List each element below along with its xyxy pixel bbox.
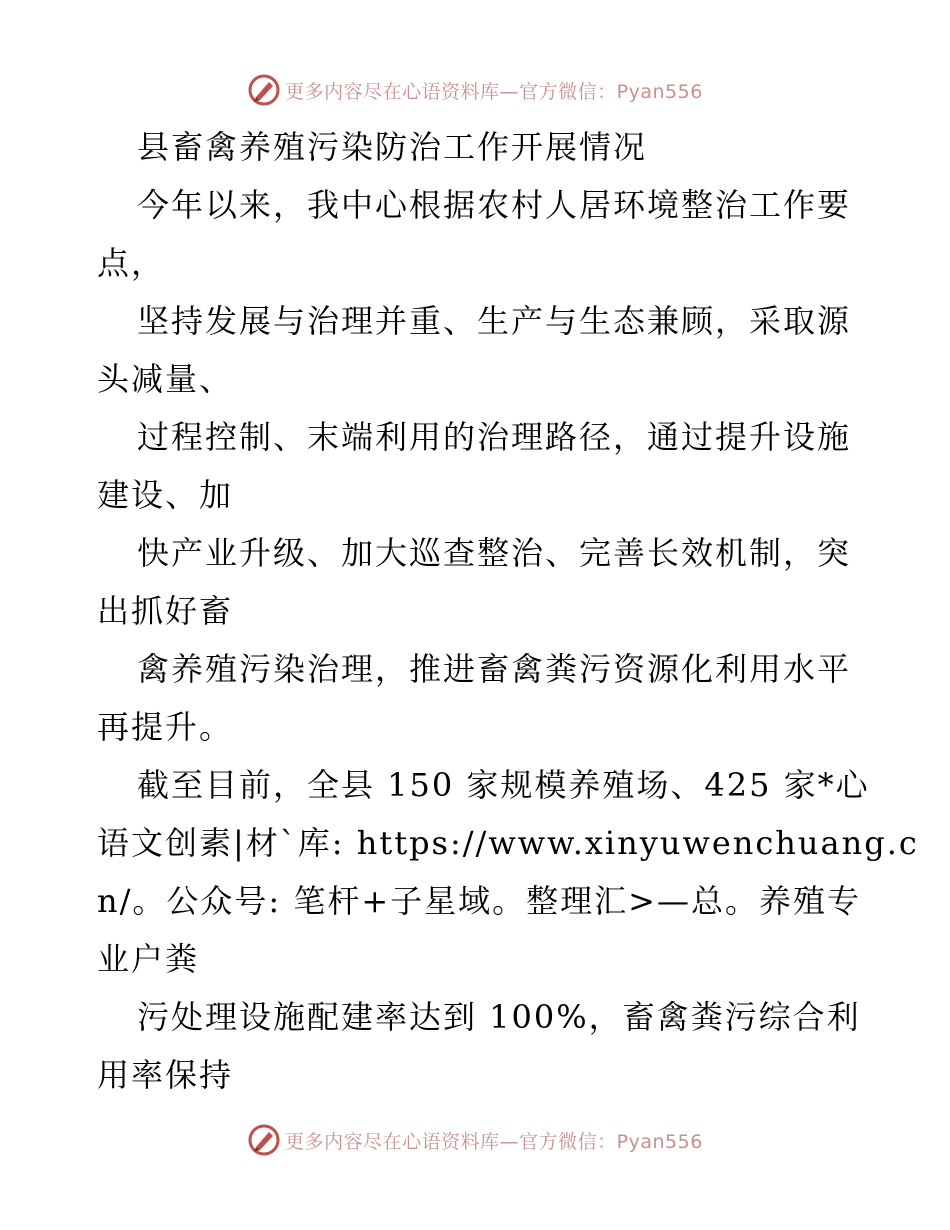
text-line: 截至目前，全县 150 家规模养殖场、425 家*心	[137, 766, 870, 804]
text-line: 出抓好畜	[97, 592, 234, 630]
text-line: 污处理设施配建率达到 100%，畜禽粪污综合利	[137, 998, 861, 1036]
text-line: 点，	[97, 244, 166, 282]
watermark-text: 更多内容尽在心语资料库—官方微信：Pyan556	[285, 80, 703, 103]
pen-logo-icon	[247, 1123, 281, 1157]
text-line: 业户粪	[97, 940, 200, 978]
text-line: 建设、加	[97, 476, 234, 514]
header-watermark	[0, 70, 950, 110]
text-line: 再提升。	[97, 708, 234, 746]
watermark-text: 更多内容尽在心语资料库—官方微信：Pyan556	[285, 1130, 703, 1153]
text-line: 今年以来，我中心根据农村人居环境整治工作要	[137, 186, 852, 224]
text-line: 语文创素|材`库: https://www.xinyuwenchuang.c	[97, 824, 919, 862]
pen-logo-icon	[247, 73, 281, 107]
text-line: 坚持发展与治理并重、生产与生态兼顾，采取源	[137, 302, 852, 340]
document-body	[97, 118, 919, 1104]
title-line: 县畜禽养殖污染防治工作开展情况	[137, 128, 648, 166]
footer-watermark	[0, 1120, 950, 1160]
text-line: 禽养殖污染治理，推进畜禽粪污资源化利用水平	[137, 650, 852, 688]
text-line: n/。公众号: 笔杆+子星域。整理汇>—总。养殖专	[97, 882, 861, 920]
text-line: 过程控制、末端利用的治理路径，通过提升设施	[137, 418, 852, 456]
text-line: 用率保持	[97, 1056, 234, 1094]
text-line: 快产业升级、加大巡查整治、完善长效机制，突	[137, 534, 852, 572]
text-line: 头减量、	[97, 360, 234, 398]
